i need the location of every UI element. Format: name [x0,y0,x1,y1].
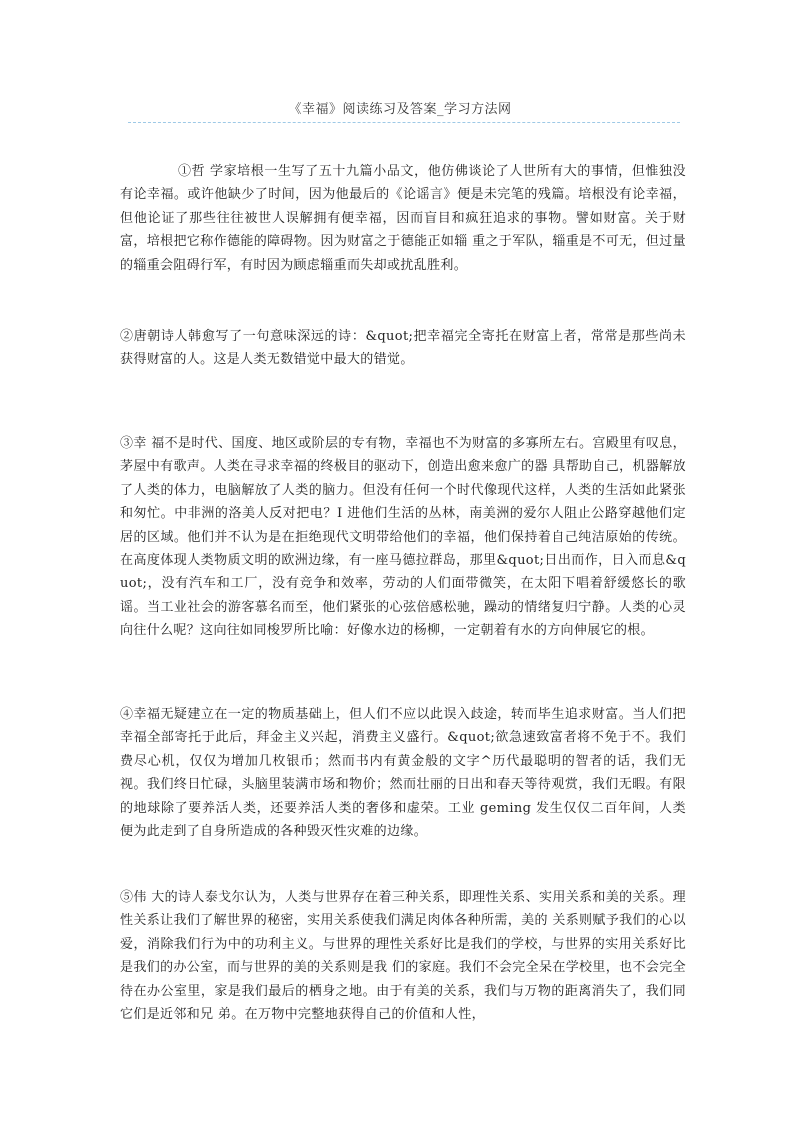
paragraph-2: ②唐朝诗人韩愈写了一句意味深远的诗：&quot;把幸福完全寄托在财富上者，常常是那些尚未获得财富的人。这是人类无数错觉中最大的错觉。 [120,329,686,368]
page-title: 《幸福》阅读练习及答案_学习方法网 [288,102,512,117]
paragraph-1: ①哲 学家培根一生写了五十九篇小品文，他仿佛谈论了人世所有大的事情，但惟独没有论幸福。或许他缺少了时间，因为他最后的《论谣言》便是未完笔的残篇。培根没有论幸福，但他论证了那些往往被世人误解拥有便幸福，因而盲目和疯狂追求的事物。譬如财富。关于财富，培根把它称作德能的障碍物。因为财富之于德能正如辎 重之于军队，辎重是不可无，但过量的辎重会阻碍行军，有时因为顾虑辎重而失却或扰乱胜利。 [120,164,686,273]
title-divider [128,122,680,123]
paragraph-4: ④幸福无疑建立在一定的物质基础上，但人们不应以此误入歧途，转而毕生追求财富。当人们把幸福全部寄托于此后，拜金主义兴起，消费主义盛行。&quot;欲急速致富者将不免于不。我们费尽心机，仅仅为增加几枚银币；然而书内有黄金般的文字^历代最聪明的智者的话，我们无视。我们终日忙碌，头脑里装满市场和物价；然而壮丽的日出和春天等待观赏，我们无暇。有限的地球除了要养活人类，还要养活人类的奢侈和虚荣。工业 geming 发生仅仅二百年间，人类便为此走到了自身所造成的各种毁灭性灾难的边缘。 [120,707,686,840]
paragraph-3: ③幸 福不是时代、国度、地区或阶层的专有物，幸福也不为财富的多寡所左右。宫殿里有叹息，茅屋中有歌声。人类在寻求幸福的终极目的驱动下，创造出愈来愈广的器 具帮助自己，机器解放了人类的体力，电脑解放了人类的脑力。但没有任何一个时代像现代这样，人类的生活如此紧张和匆忙。中非洲的洛美人反对把电？I 进他们生活的丛林，南美洲的爱尔人阻止公路穿越他们定居的区域。他们并不认为是在拒绝现代文明带给他们的幸福，他们保持着自己纯洁原始的传统。在高度体现人类物质文明的欧洲边缘，有一座马德拉群岛，那里&quot;日出而作，日入而息&quot;，没有汽车和工厂，没有竞争和效率，劳动的人们面带微笑，在太阳下唱着舒缓悠长的歌谣。当工业社会的游客慕名而至，他们紧张的心弦倍感松驰，躁动的情绪复归宁静。人类的心灵向往什么呢？这向往如同梭罗所比喻：好像水边的杨柳，一定朝着有水的方向伸展它的根。 [120,436,686,639]
paragraph-5: ⑤伟 大的诗人泰戈尔认为，人类与世界存在着三种关系，即理性关系、实用关系和美的关系。理性关系让我们了解世界的秘密，实用关系使我们满足肉体各种所需，美的 关系则赋予我们的心以爱，消除我们行为中的功利主义。与世界的理性关系好比是我们的学校，与世界的实用关系好比是我们的办公室，而与世界的美的关系则是我 们的家庭。我们不会完全呆在学校里，也不会完全待在办公室里，家是我们最后的栖身之地。由于有美的关系，我们与万物的距离消失了，我们同它们是近邻和兄 弟。在万物中完整地获得自己的价值和人性， [120,890,686,1023]
